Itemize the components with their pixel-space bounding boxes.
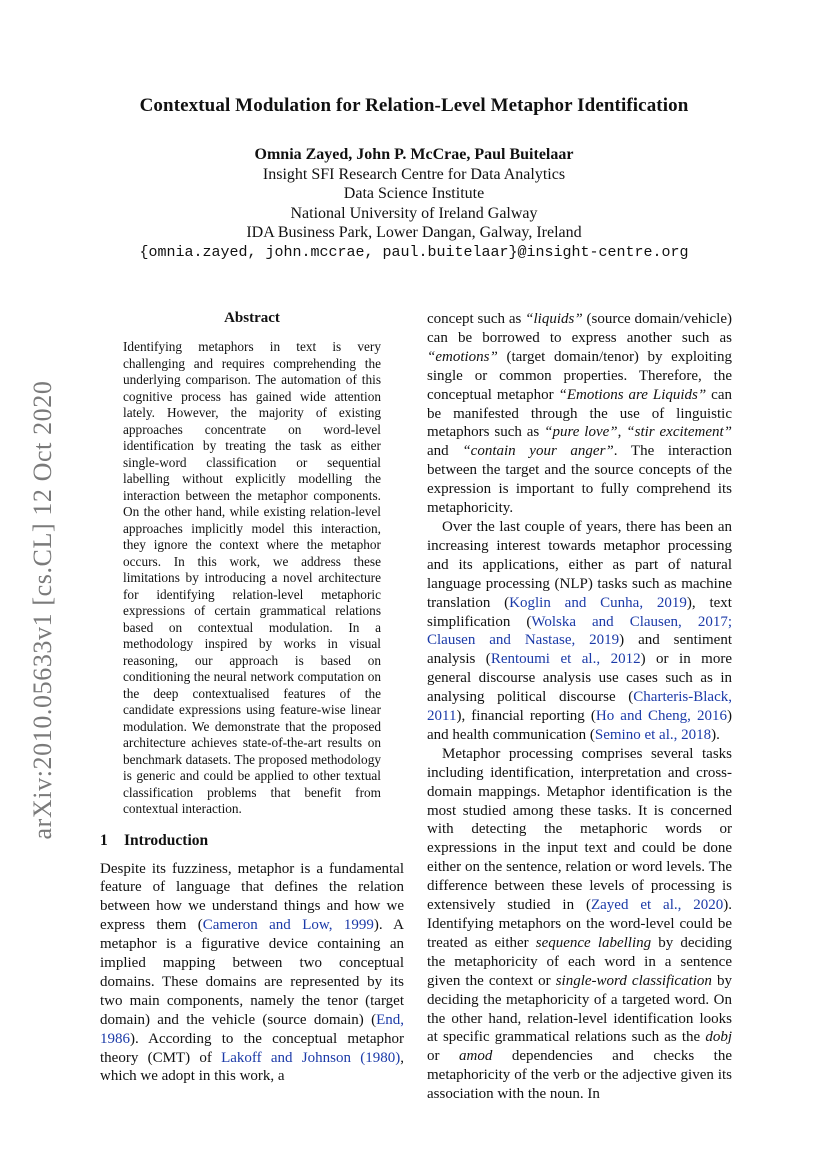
intro-paragraph-3: Metaphor processing comprises several tasks including identification, interpretation and cross-domain mappings. Metaphor identification is the most studied among these tasks. It is concerned with detecting the metaphoric words or expressions in the input text and could be done either on the sentence, relation or word levels. The difference between these levels of processing is extensively studied in (Zayed et al., 2020). Identifying metaphors on the word-level could be treated as either sequence labelling by deciding the metaphoricity of each word in a sentence given the context or single-word classification by deciding the metaphoricity of a targeted word. On the other hand, relation-level identification looks at specific grammatical relations such as the dobj or amod dependencies and checks the metaphoricity of the verb or the adjective given its association with the noun. In xyxy=(427,745,733,1103)
citation-link[interactable]: Wolska and Clausen, 2017; Clausen and Nastase, 2019 xyxy=(427,613,732,649)
author-block xyxy=(0,145,828,262)
citation-link[interactable]: Rentoumi et al., 2012 xyxy=(490,651,641,668)
section-title: Introduction xyxy=(124,831,209,849)
author-emails: {omnia.zayed, john.mccrae, paul.buitelaar}@insight-centre.org xyxy=(139,243,689,261)
intro-paragraph-2: Over the last couple of years, there has been an increasing interest towards metaphor processing and its applications, either as part of natural language processing (NLP) tasks such as machine translation (Koglin and Cunha, 2019), text simplification (Wolska and Clausen, 2017; Clausen and Nastase, 2019) and sentiment analysis (Rentoumi et al., 2012) or in more general discourse analysis use cases such as in analysing political discourse (Charteris-Black, 2011), financial reporting (Ho and Cheng, 2016) and health communication (Semino et al., 2018). xyxy=(427,518,732,743)
affiliation-line: Data Science Institute xyxy=(343,185,485,202)
intro-paragraph-1: Despite its fuzziness, metaphor is a fundamental feature of language that defines the relation between how we understand things and how we express them (Cameron and Low, 1999). A metaphor is a figurative device containing an implied mapping between two conceptual domains. These domains are represented by its two main components, namely the tenor (target domain) and the vehicle (source domain) (End, 1986). According to the conceptual metaphor theory (CMT) of Lakoff and Johnson (1980), which we adopt in this work, a xyxy=(100,860,404,1085)
section-heading-introduction xyxy=(100,832,404,850)
section-number: 1 xyxy=(100,831,108,849)
citation-link[interactable]: End, 1986 xyxy=(100,1011,404,1047)
citation-link[interactable]: Zayed et al., 2020 xyxy=(590,897,724,914)
citation-link[interactable]: Lakoff and Johnson (1980) xyxy=(221,1049,401,1066)
paper-title: Contextual Modulation for Relation-Level Metaphor Identification xyxy=(139,95,689,116)
right-column xyxy=(427,310,732,1104)
affiliation-line: Insight SFI Research Centre for Data Analytics xyxy=(262,165,566,183)
left-column xyxy=(100,310,404,1086)
arxiv-stamp: arXiv:2010.05633v1 [cs.CL] 12 Oct 2020 xyxy=(28,380,57,840)
citation-link[interactable]: Charteris-Black, 2011 xyxy=(427,689,732,725)
citation-link[interactable]: Koglin and Cunha, 2019 xyxy=(509,594,687,611)
citation-link[interactable]: Semino et al., 2018 xyxy=(594,726,712,743)
citation-link[interactable]: Ho and Cheng, 2016 xyxy=(595,708,727,725)
abstract-heading: Abstract xyxy=(224,310,280,326)
intro-paragraph-1-continued: concept such as “liquids” (source domain/vehicle) can be borrowed to express another such as “emotions” (target domain/tenor) by exploiting single or common properties. Therefore, the conceptual metaphor “Emotions are Liquids” can be manifested through the use of linguistic metaphors such as “pure love”, “stir excitement” and “contain your anger”. The interaction between the target and the source concepts of the expression is important to fully comprehend its metaphoricity. xyxy=(427,311,733,517)
citation-link[interactable]: Cameron and Low, 1999 xyxy=(202,917,374,934)
affiliation-line: National University of Ireland Galway xyxy=(290,204,538,222)
author-names: Omnia Zayed, John P. McCrae, Paul Buitelaar xyxy=(254,146,574,163)
address-line: IDA Business Park, Lower Dangan, Galway, Ireland xyxy=(246,224,582,241)
abstract-text: Identifying metaphors in text is very challenging and requires comprehending the underlying comparison. The automation of this cognitive process has gained wide attention lately. However, the majority of existing approaches concentrate on word-level identification by treating the task as either single-word classification or sequential labelling without explicitly modelling the interaction between the metaphor components. On the other hand, while existing relation-level approaches implicitly model this interaction, they ignore the context where the metaphor occurs. In this work, we address these limitations by introducing a novel architecture for identifying relation-level metaphoric expressions of certain grammatical relations based on contextual modulation. In a methodology inspired by works in visual reasoning, our approach is based on conditioning the neural network computation on the deep contextualised features of the candidate expressions using feature-wise linear modulation. We demonstrate that the proposed architecture achieves state-of-the-art results on benchmark datasets. The proposed methodology is generic and could be applied to other textual classification problems that benefit from contextual interaction. xyxy=(123,339,381,816)
